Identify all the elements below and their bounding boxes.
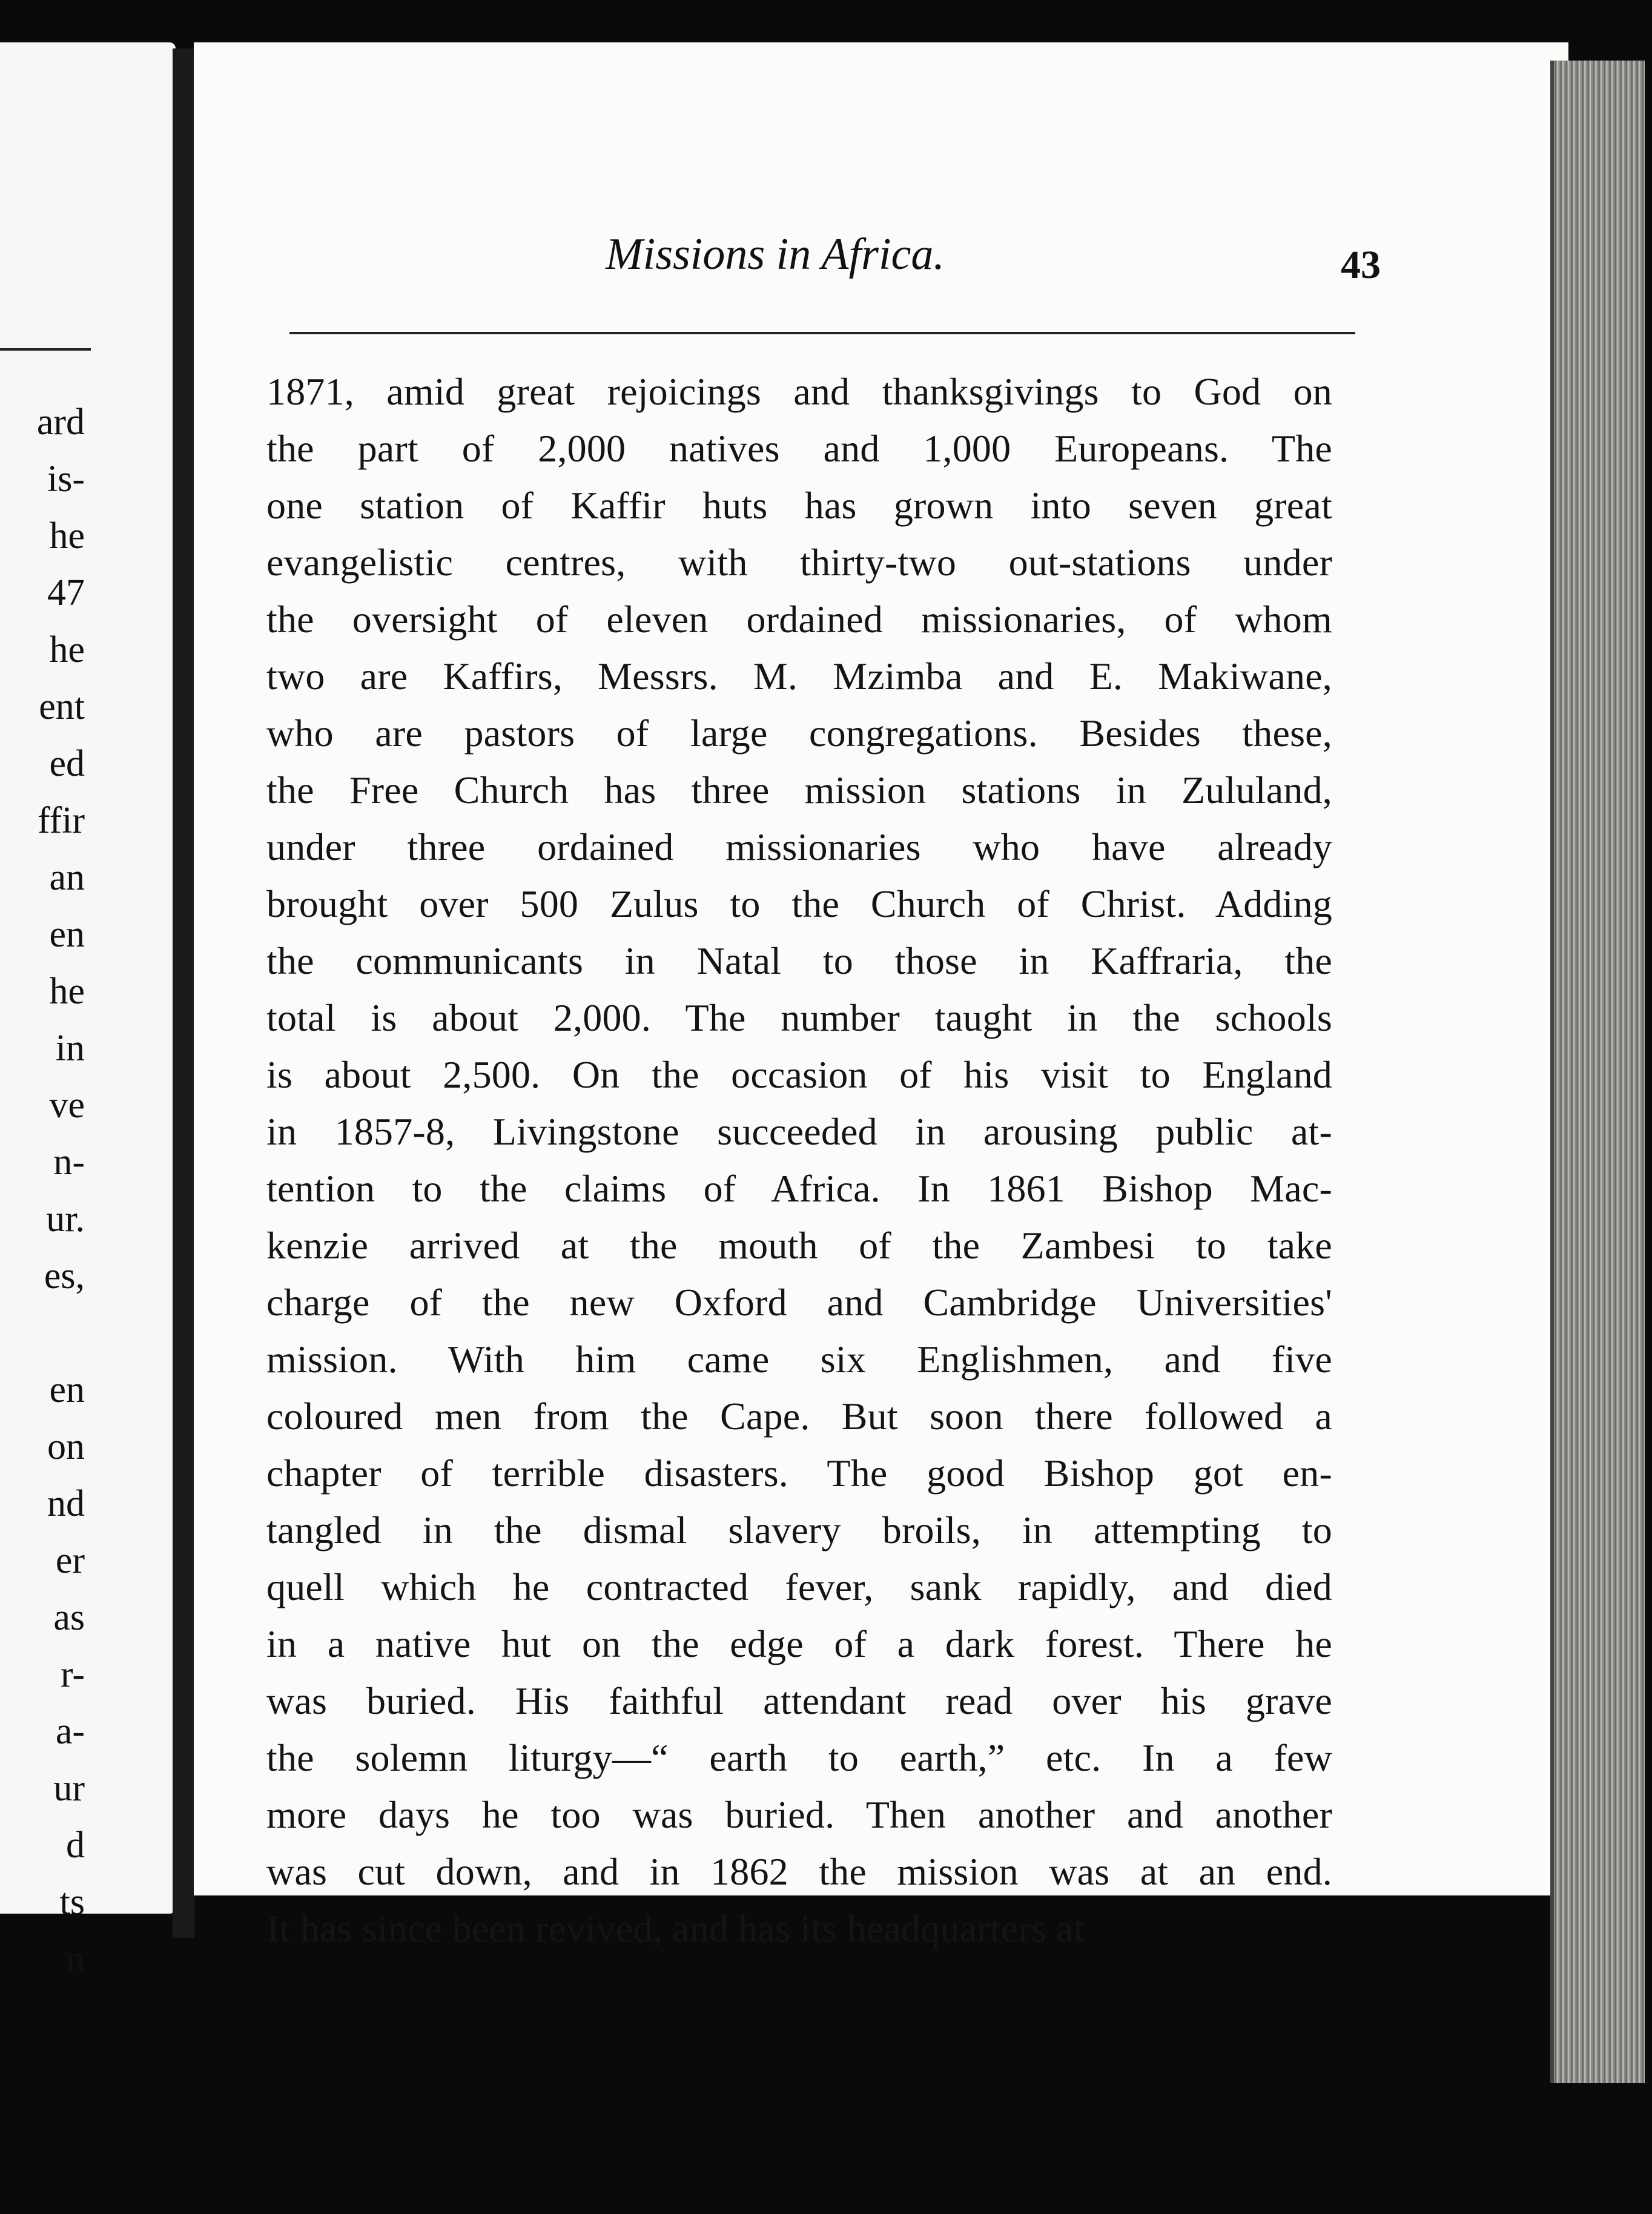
text-line: was buried. His faithful attendant read over his grave xyxy=(266,1679,1332,1722)
text-line: was cut down, and in 1862 the mission was at an end. xyxy=(266,1850,1332,1893)
previous-page-fragment: d xyxy=(66,1825,85,1866)
body-text xyxy=(266,363,1332,1957)
previous-page-fragment: nd xyxy=(47,1483,85,1524)
text-line: the communicants in Natal to those in Kaffraria, the xyxy=(266,939,1332,982)
text-line: charge of the new Oxford and Cambridge Universities' xyxy=(266,1281,1332,1324)
previous-page-fragment: an xyxy=(49,857,85,898)
previous-page-fragment: he xyxy=(49,515,85,557)
text-line: the Free Church has three mission stations in Zululand, xyxy=(266,768,1332,811)
previous-page-fragment: r- xyxy=(60,1654,85,1695)
text-line: is about 2,500. On the occasion of his visit to England xyxy=(266,1053,1332,1096)
previous-page-fragment xyxy=(0,1304,85,1361)
previous-page-fragment: ard xyxy=(36,401,85,443)
text-line: two are Kaffirs, Messrs. M. Mzimba and E. Makiwane, xyxy=(266,655,1332,698)
text-line: chapter of terrible disasters. The good Bishop got en- xyxy=(266,1452,1332,1495)
previous-page-fragment: in xyxy=(55,1028,85,1069)
previous-page-fragment: a- xyxy=(55,1711,85,1752)
text-line: quell which he contracted fever, sank rapidly, and died xyxy=(266,1565,1332,1608)
previous-page-fragment: as xyxy=(53,1597,85,1638)
text-line: one station of Kaffir huts has grown into seven great xyxy=(266,484,1332,527)
text-line: coloured men from the Cape. But soon there followed a xyxy=(266,1395,1332,1438)
text-line: the part of 2,000 natives and 1,000 Europeans. The xyxy=(266,427,1332,470)
header-rule xyxy=(289,332,1355,334)
text-line: tention to the claims of Africa. In 1861 Bishop Mac- xyxy=(266,1167,1332,1210)
scan-bottom-border xyxy=(0,2083,1652,2214)
text-line: in a native hut on the edge of a dark forest. There he xyxy=(266,1622,1332,1665)
text-line: the oversight of eleven ordained missionaries, of whom xyxy=(266,598,1332,641)
text-line: the solemn liturgy—“ earth to earth,” etc. In a few xyxy=(266,1736,1332,1779)
previous-page-fragment: ve xyxy=(49,1085,85,1126)
running-head: Missions in Africa. xyxy=(606,230,945,279)
text-line: evangelistic centres, with thirty-two out-stations under xyxy=(266,541,1332,584)
previous-page-fragment: ur. xyxy=(46,1198,85,1240)
scan-top-border xyxy=(0,0,1652,48)
previous-page-fragment: es, xyxy=(44,1255,85,1297)
previous-page-fragment: n xyxy=(66,1938,85,1980)
text-line: in 1857-8, Livingstone succeeded in arousing public at- xyxy=(266,1110,1332,1153)
previous-page-fragment: ed xyxy=(49,743,85,784)
previous-page-rule xyxy=(0,348,91,351)
text-line: who are pastors of large congregations. Besides these, xyxy=(266,712,1332,755)
previous-page-fragment: ent xyxy=(39,686,85,727)
previous-page-fragment: he xyxy=(49,971,85,1012)
page-edges xyxy=(1550,61,1645,2083)
previous-page-fragment: er xyxy=(55,1540,85,1581)
text-line: 1871, amid great rejoicings and thanksgivings to God on xyxy=(266,370,1332,413)
previous-page-fragment: n- xyxy=(53,1142,85,1183)
book-gutter xyxy=(173,48,194,1938)
previous-page-fragment: en xyxy=(49,914,85,955)
previous-page-fragment: ur xyxy=(53,1768,85,1809)
text-line: brought over 500 Zulus to the Church of Christ. Adding xyxy=(266,882,1332,925)
text-line: kenzie arrived at the mouth of the Zambesi to take xyxy=(266,1224,1332,1267)
text-line: mission. With him came six Englishmen, and five xyxy=(266,1338,1332,1381)
previous-page-fragment: on xyxy=(47,1426,85,1467)
previous-page-text-fragments xyxy=(0,394,85,1988)
previous-page-fragment: ts xyxy=(59,1882,85,1923)
text-line: total is about 2,000. The number taught in the schools xyxy=(266,996,1332,1039)
text-line: under three ordained missionaries who have already xyxy=(266,825,1332,868)
previous-page-fragment: 47 xyxy=(47,572,85,613)
text-line: It has since been revived, and has its headquarters at xyxy=(266,1907,1085,1950)
previous-page-fragment: ffir xyxy=(37,800,85,841)
previous-page-fragment: en xyxy=(49,1369,85,1410)
page-number: 43 xyxy=(1341,243,1381,287)
previous-page-fragment: is- xyxy=(47,458,85,500)
text-line: tangled in the dismal slavery broils, in attempting to xyxy=(266,1508,1332,1551)
previous-page xyxy=(0,42,176,1980)
previous-page-fragment: he xyxy=(49,629,85,670)
text-line: more days he too was buried. Then another and another xyxy=(266,1793,1332,1836)
